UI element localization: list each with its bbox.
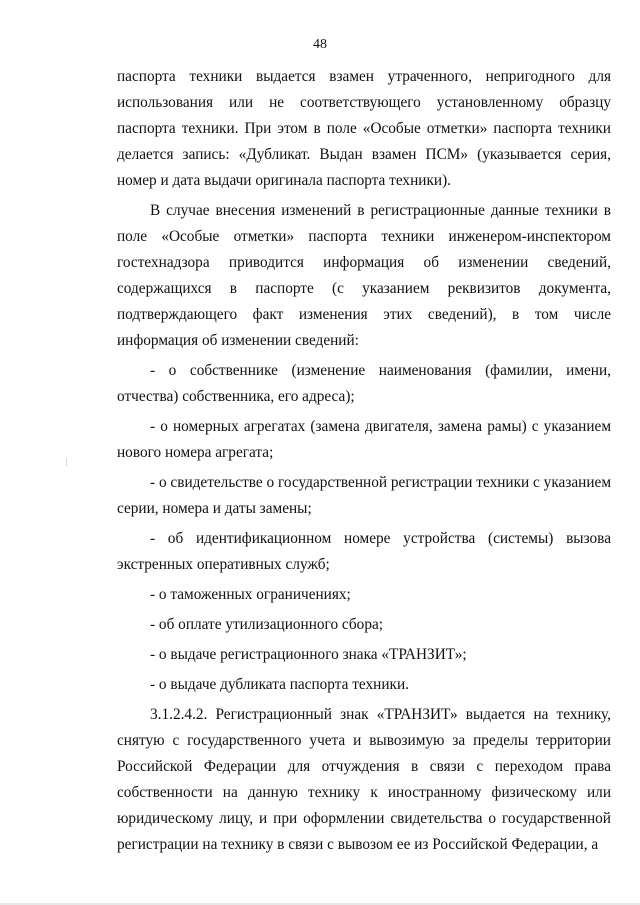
list-item-emergency-call-device: - об идентификационном номере устройства (системы) вызова экстренных оперативных служб; xyxy=(117,530,611,573)
document-body xyxy=(117,64,611,858)
list-item-registration-certificate: - о свидетельстве о государственной регистрации техники с указанием серии, номера и даты замены; xyxy=(117,474,611,517)
paragraph-transit-plate-section: 3.1.2.4.2. Регистрационный знак «ТРАНЗИТ» выдается на технику, снятую с государственного учета и вывозимую за пределы территории Российской Федерации для отчуждения в связи с переходом права собственности на данную технику к иностранному физическому или юридическому лицу, и при оформлении свидетельства о государственной регистрации на технику в связи с вывозом ее из Российской Федерации, а xyxy=(117,706,611,853)
list-item-duplicate-passport: - о выдаче дубликата паспорта техники. xyxy=(150,676,409,693)
paragraph-duplicate-passport: паспорта техники выдается взамен утраченного, непригодного для использования или не соответствующего установленному образцу паспорта техники. При этом в поле «Особые отметки» паспорта техники делается запись: «Дубликат. Выдан взамен ПСМ» (указывается серия, номер и дата выдачи оригинала паспорта техники). xyxy=(117,68,611,189)
margin-mark xyxy=(66,458,67,466)
list-item-transit-plate: - о выдаче регистрационного знака «ТРАНЗИТ»; xyxy=(150,646,467,663)
paragraph-registration-changes: В случае внесения изменений в регистрационные данные техники в поле «Особые отметки» паспорта техники инженером-инспектором гостехнадзора приводится информация об изменении сведений, содержащихся в паспорте (с указанием реквизитов документа, подтверждающего факт изменения этих сведений), в том числе информация об изменении сведений: xyxy=(117,202,611,349)
list-item-numbered-units: - о номерных агрегатах (замена двигателя, замена рамы) с указанием нового номера агрегата; xyxy=(117,418,611,461)
list-item-customs-restrictions: - о таможенных ограничениях; xyxy=(150,586,351,603)
list-item-owner: - о собственнике (изменение наименования (фамилии, имени, отчества) собственника, его адреса); xyxy=(117,362,611,405)
list-item-recycling-fee: - об оплате утилизационного сбора; xyxy=(150,616,384,633)
page-number: 48 xyxy=(313,37,327,52)
